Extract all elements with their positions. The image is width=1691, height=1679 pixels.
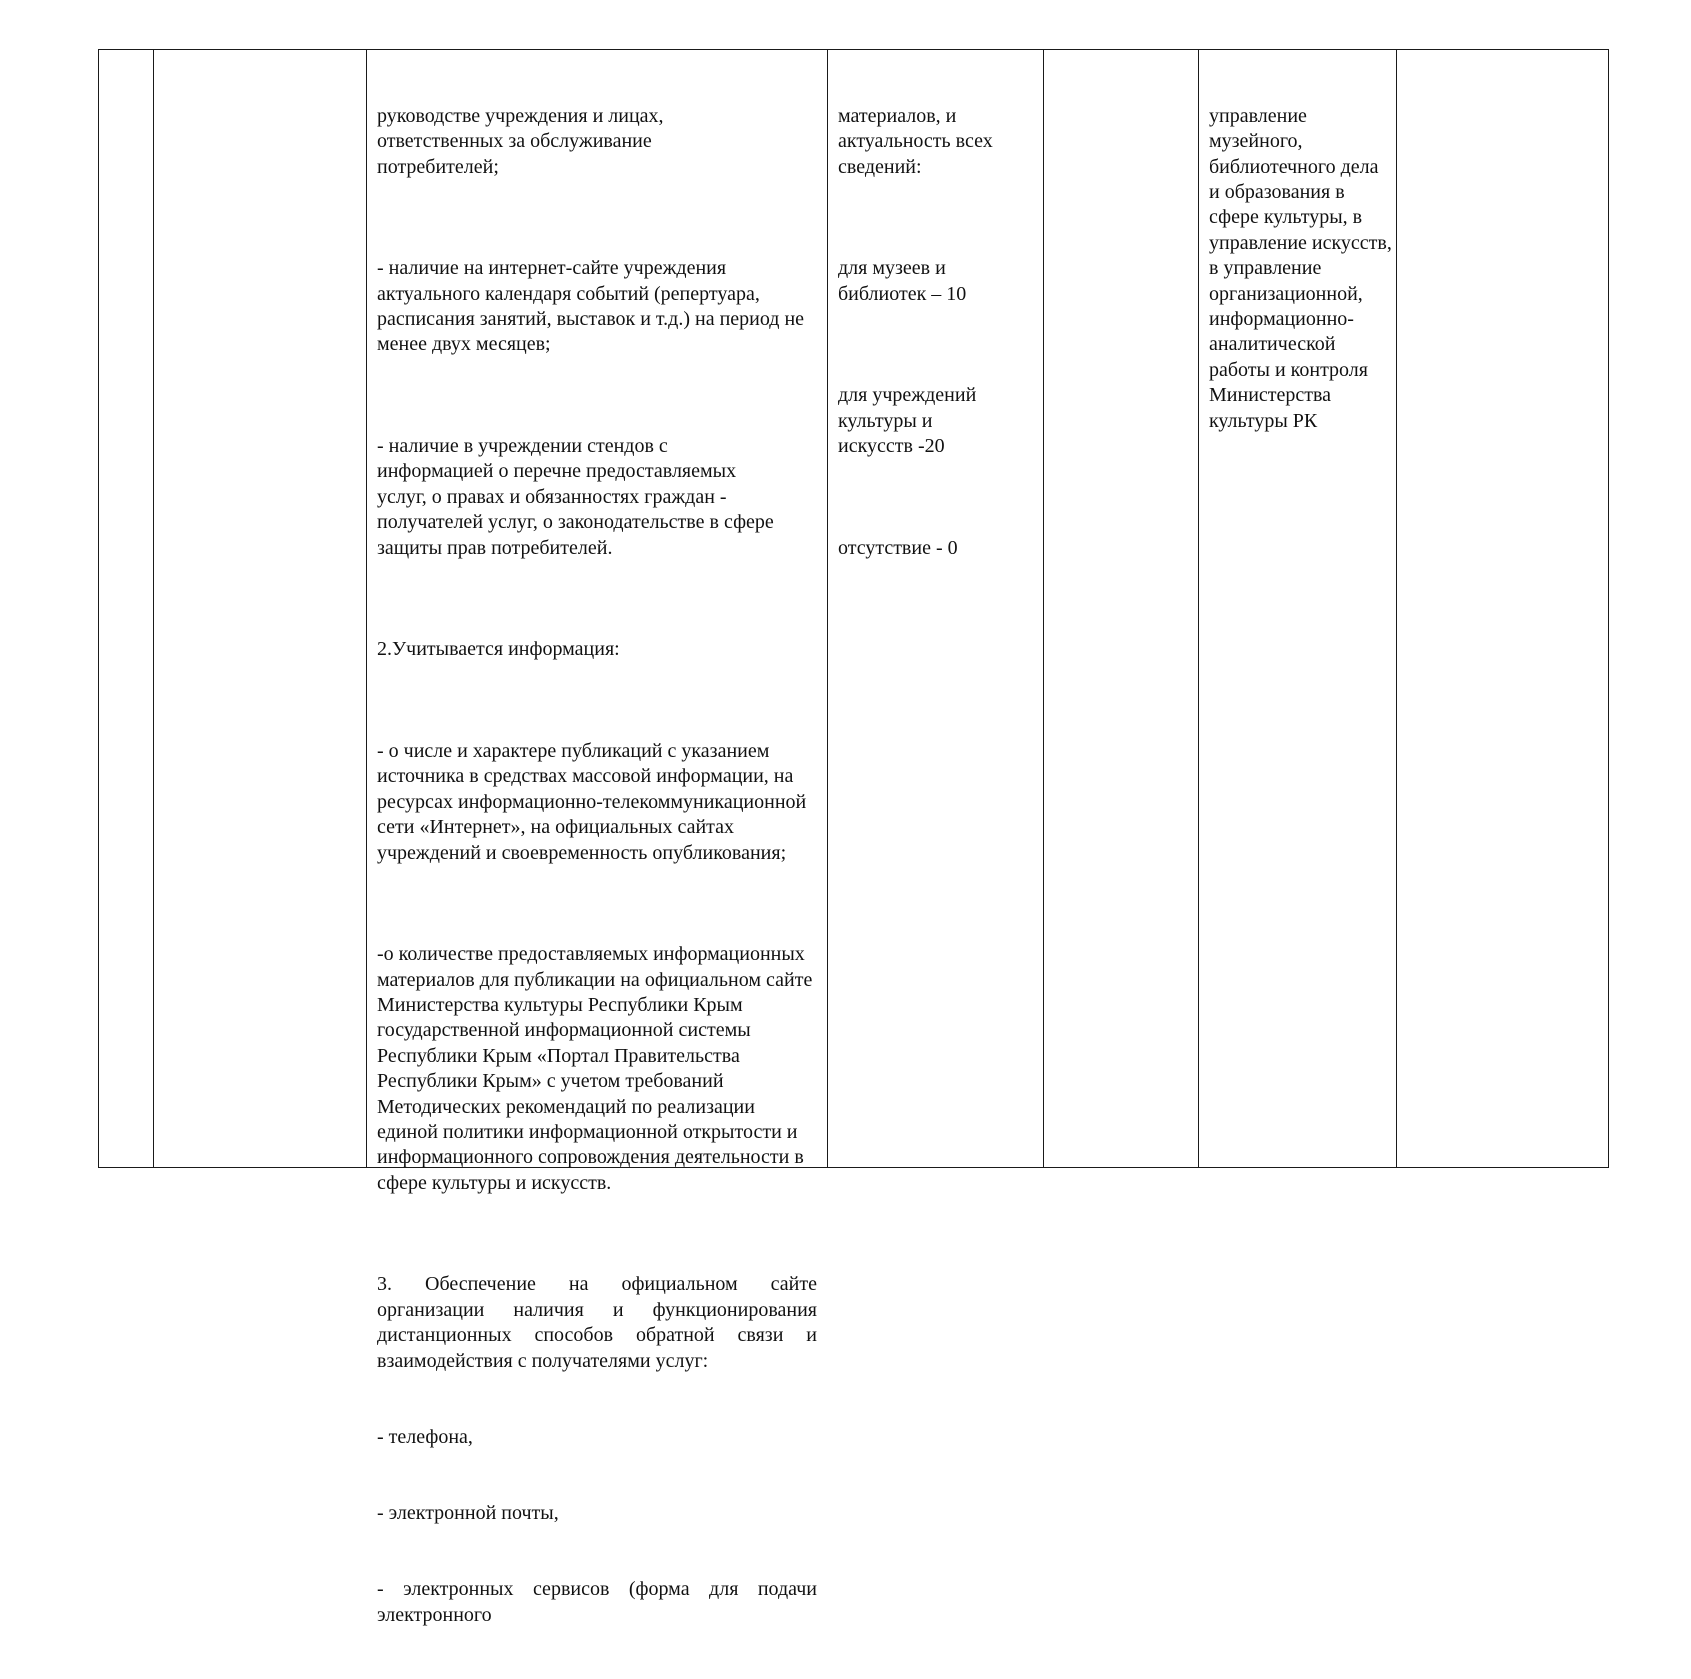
criteria-cell bbox=[377, 53, 822, 1679]
column-divider bbox=[1198, 50, 1199, 1167]
column-divider bbox=[1043, 50, 1044, 1167]
criteria-paragraph: руководстве учреждения и лицах, ответственных за обслуживание потребителей; bbox=[377, 104, 669, 178]
score-paragraph: для музеев и библиотек – 10 bbox=[838, 257, 967, 305]
criteria-paragraph: - наличие на интернет-сайте учреждения актуального календаря событий (репертуара, расписания занятий, выставок и т.д.) на период не менее двух месяцев; bbox=[377, 257, 810, 356]
criteria-paragraph: 3. Обеспечение на официальном сайте организации наличия и функционирования дистанционных способов обратной связи и взаимодействия с получателями услуг: bbox=[377, 1273, 822, 1372]
criteria-paragraph: -о количестве предоставляемых информационных материалов для публикации на официальном сайте Министерства культуры Республики Крым государственной информационной системы Республики Крым «Портал Правительства Республики Крым» с учетом требований Методических рекомендаций по реализации единой политики информационной открытости и информационного сопровождения деятельности в сфере культуры и искусств. bbox=[377, 943, 818, 1194]
responsible-text: управление музейного, библиотечного дела и образования в сфере культуры, в управление искусств, в управление организационной, информационно-аналитической работы и контроля Министерства культуры РК bbox=[1209, 104, 1397, 432]
column-divider bbox=[1396, 50, 1397, 1167]
score-paragraph: отсутствие - 0 bbox=[838, 536, 958, 559]
criteria-paragraph: - о числе и характере публикаций с указанием источника в средствах массовой информации, на ресурсах информационно-телекоммуникационной сети «Интернет», на официальных сайтах учреждений и своевременность опубликования; bbox=[377, 739, 812, 864]
score-paragraph: для учреждений культуры и искусств -20 bbox=[838, 384, 982, 458]
responsible-cell bbox=[1209, 53, 1397, 485]
column-divider bbox=[366, 50, 367, 1167]
column-divider bbox=[153, 50, 154, 1167]
criteria-paragraph: 2.Учитывается информация: bbox=[377, 638, 620, 661]
criteria-paragraph: - электронной почты, bbox=[377, 1502, 559, 1525]
criteria-paragraph: - электронных сервисов (форма для подачи электронного bbox=[377, 1578, 822, 1626]
score-paragraph: материалов, и актуальность всех сведений: bbox=[838, 104, 998, 178]
criteria-paragraph: - телефона, bbox=[377, 1425, 473, 1448]
score-cell bbox=[838, 53, 1038, 612]
document-table bbox=[98, 49, 1609, 1626]
column-divider bbox=[827, 50, 828, 1167]
criteria-paragraph: - наличие в учреждении стендов с информацией о перечне предоставляемых услуг, о правах и обязанностях граждан - получателей услуг, о законодательстве в сфере защиты прав потребителей. bbox=[377, 435, 779, 559]
